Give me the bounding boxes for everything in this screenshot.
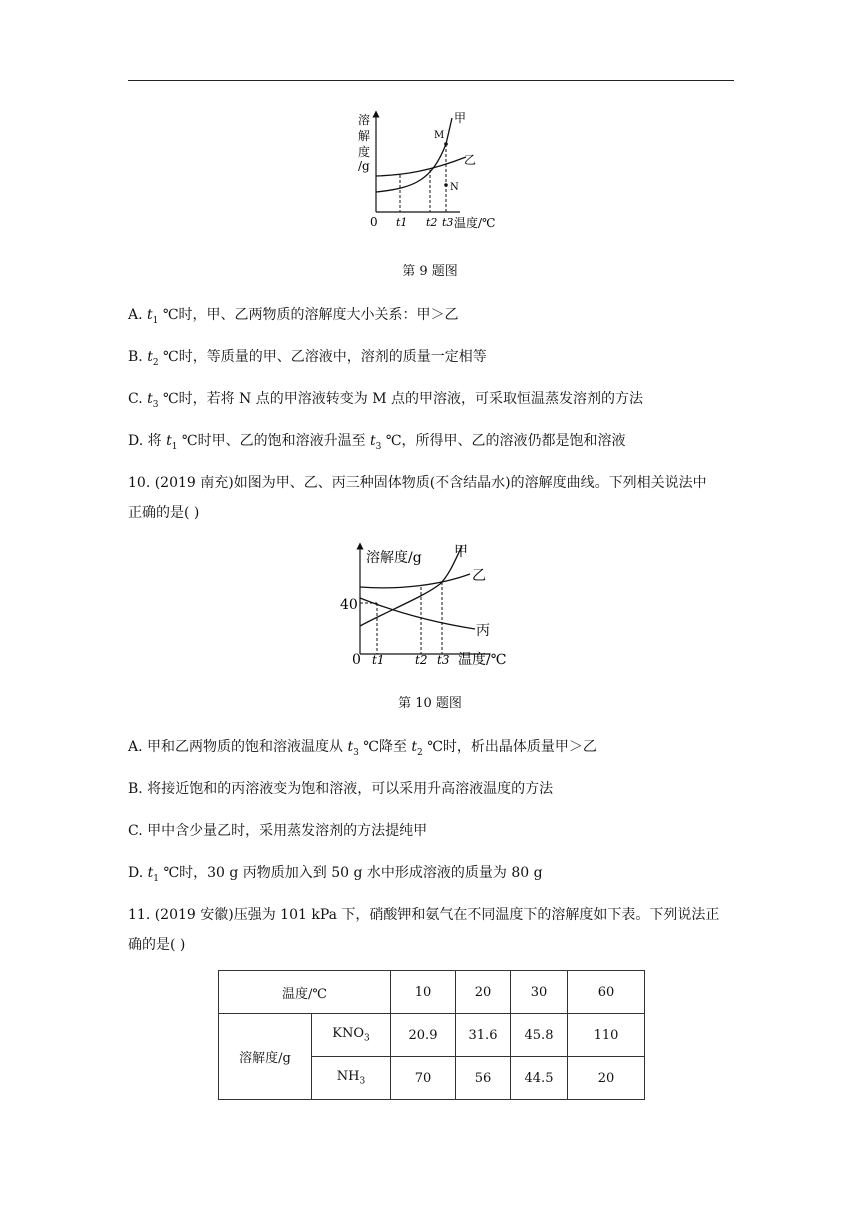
fig9-label-m: M [434, 130, 445, 141]
fig9-point-n [444, 183, 448, 187]
solubility-table [218, 970, 645, 1100]
fig9-y-label-1: 溶 [358, 113, 371, 127]
fig9-label-jia: 甲 [454, 111, 467, 125]
fig9-label-n: N [450, 182, 459, 193]
table-row-group-label: 溶解度/g [219, 1014, 312, 1100]
fig10-x-label: 温度/℃ [458, 652, 507, 668]
table-cell: 45.8 [511, 1014, 568, 1057]
fig10-curve-yi [360, 574, 470, 588]
q10-option-a: A. 甲和乙两物质的饱和溶液温度从 $t_3$ ℃降至 $t_2$ ℃时，析出晶体质量甲＞乙 [128, 739, 597, 758]
figure-10-caption: 第 10 题图 [398, 696, 462, 711]
q10-option-b: B. 将接近饱和的丙溶液变为饱和溶液，可以采用升高溶液温度的方法 [128, 781, 554, 797]
table-cell: 20.9 [391, 1014, 456, 1057]
table-header-label: 温度/℃ [219, 971, 391, 1014]
fig10-label-yi: 乙 [472, 568, 486, 584]
table-substance-cell: $NH_3$ [312, 1057, 391, 1100]
q10-stem-line1: 10. (2019 南充)如图为甲、乙、丙三种固体物质(不含结晶水)的溶解度曲线。下列相关说法中 [128, 475, 707, 491]
figure-10-graph [330, 540, 530, 668]
q11-stem-line2: 确的是( ) [128, 937, 186, 953]
fig10-tick-t2: t2 [415, 653, 428, 667]
fig10-tick-t3: t3 [437, 653, 450, 667]
table-header-row [219, 971, 645, 1014]
q9-option-b: B. $t_2$ ℃时，等质量的甲、乙溶液中，溶剂的质量一定相等 [128, 349, 487, 368]
table-temp-cell: 60 [568, 971, 645, 1014]
fig9-origin: 0 [370, 215, 378, 229]
table-cell: 110 [568, 1014, 645, 1057]
table-cell: 44.5 [511, 1057, 568, 1100]
table-cell: 56 [456, 1057, 511, 1100]
header-rule [128, 80, 734, 81]
q10-stem-line2: 正确的是( ) [128, 505, 200, 521]
figure-9-caption: 第 9 题图 [402, 264, 458, 279]
table-temp-cell: 20 [456, 971, 511, 1014]
fig9-tick-t2: t2 [426, 216, 438, 229]
table-cell: 20 [568, 1057, 645, 1100]
fig9-point-m [444, 142, 448, 146]
table-cell: 31.6 [456, 1014, 511, 1057]
fig9-tick-t3: t3 [442, 216, 454, 229]
table-temp-cell: 10 [391, 971, 456, 1014]
q9-option-a: A. $t_1$ ℃时，甲、乙两物质的溶解度大小关系：甲＞乙 [128, 307, 459, 326]
fig9-y-label-4: /g [358, 159, 370, 173]
fig10-label-jia: 甲 [454, 544, 468, 560]
table-row [219, 1014, 645, 1057]
fig10-y-label: 溶解度/g [366, 550, 422, 566]
fig10-label-bing: 丙 [476, 623, 490, 639]
fig9-curve-yi [376, 157, 466, 176]
fig10-y-tick-40: 40 [340, 597, 358, 613]
q10-option-c: C. 甲中含少量乙时，采用蒸发溶剂的方法提纯甲 [128, 823, 428, 839]
q9-option-c: C. $t_3$ ℃时，若将 N 点的甲溶液转变为 M 点的甲溶液，可采取恒温蒸发溶剂的方法 [128, 391, 643, 410]
fig9-tick-t1: t1 [396, 216, 408, 229]
figure-9-graph [350, 108, 510, 236]
fig9-label-yi: 乙 [464, 153, 477, 167]
fig9-y-label-2: 解 [358, 129, 371, 143]
fig9-y-label-3: 度 [358, 145, 371, 159]
table-substance-cell: $KNO_3$ [312, 1014, 391, 1057]
table-temp-cell: 30 [511, 971, 568, 1014]
fig9-x-label: 温度/℃ [454, 216, 496, 230]
q9-option-d: D. 将 $t_1$ ℃时甲、乙的饱和溶液升温至 $t_3$ ℃，所得甲、乙的溶液仍都是饱和溶液 [128, 433, 626, 452]
fig10-tick-t1: t1 [372, 653, 385, 667]
table-cell: 70 [391, 1057, 456, 1100]
q11-stem-line1: 11. (2019 安徽)压强为 101 kPa 下，硝酸钾和氨气在不同温度下的溶解度如下表。下列说法正 [128, 907, 720, 923]
fig10-origin: 0 [352, 652, 361, 668]
q10-option-d: D. $t_1$ ℃时，30 g 丙物质加入到 50 g 水中形成溶液的质量为 80 g [128, 865, 543, 884]
